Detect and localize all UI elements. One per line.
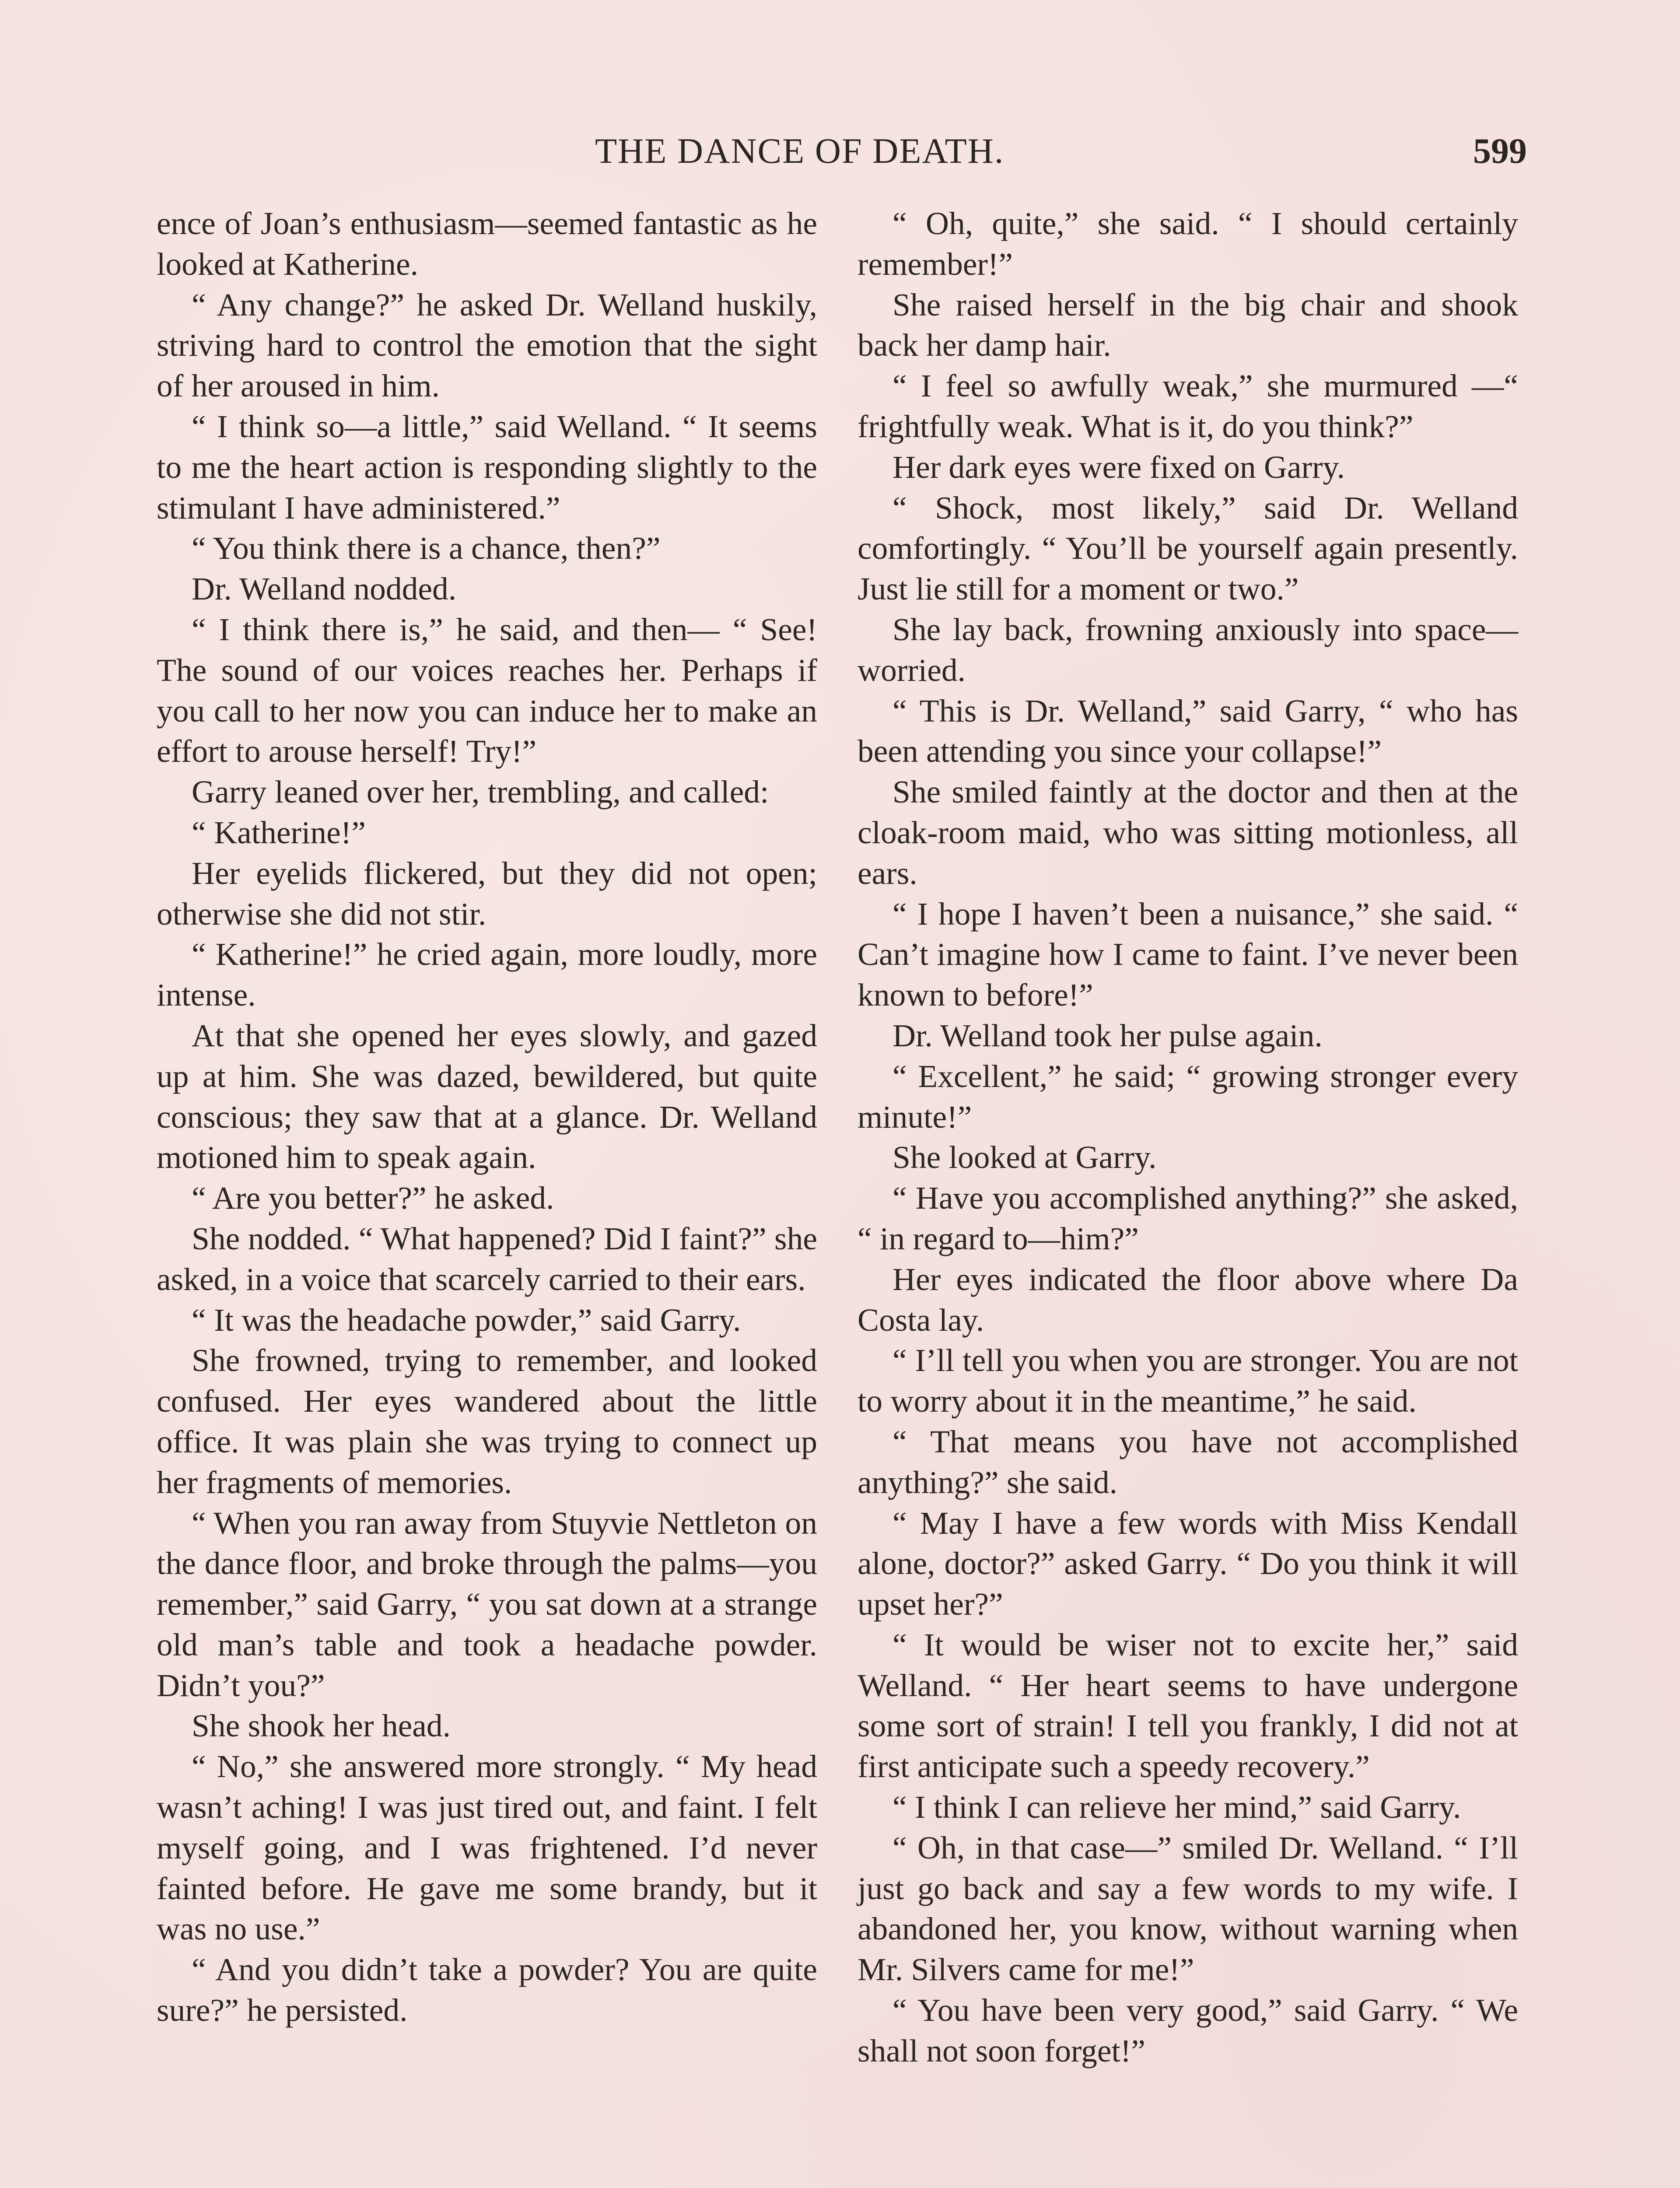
paragraph: Dr. Welland nodded. (192, 571, 457, 607)
paragraph: “ It would be wiser not to excite her,” said Welland. “ Her heart seems to have undergone some sort of strain! I tell you frankly, I did not at first anticipate such a speedy recovery.” (858, 1627, 1518, 1785)
paragraph: “ And you didn’t take a powder? You are quite sure?” he persisted. (157, 1952, 817, 2028)
right-column (858, 203, 1518, 2072)
paragraph: “ Oh, quite,” she said. “ I should certainly remember!” (858, 206, 1518, 282)
page-number: 599 (1473, 131, 1527, 171)
paragraph: ence of Joan’s enthusiasm—seemed fantastic as he looked at Katherine. (157, 206, 817, 282)
paragraph: She nodded. “ What happened? Did I faint?” she asked, in a voice that scarcely carried to their ears. (157, 1220, 817, 1297)
left-column (157, 203, 817, 2031)
running-header (158, 125, 1527, 177)
paragraph: Dr. Welland took her pulse again. (892, 1017, 1323, 1053)
paragraph: “ It was the headache powder,” said Garry. (192, 1302, 741, 1338)
paragraph: She lay back, frowning anxiously into space—worried. (858, 611, 1518, 688)
paragraph: She shook her head. (192, 1708, 451, 1744)
paragraph: Her eyes indicated the floor above where Da Costa lay. (858, 1261, 1518, 1338)
paragraph: “ Any change?” he asked Dr. Welland huskily, striving hard to control the emotion that the sight of her aroused in him. (157, 287, 817, 404)
paragraph: “ You think there is a chance, then?” (192, 530, 661, 566)
paragraph: “ Katherine!” he cried again, more loudly, more intense. (157, 936, 817, 1013)
paragraph: “ You have been very good,” said Garry. “ We shall not soon forget!” (858, 1992, 1518, 2069)
paragraph: “ Excellent,” he said; “ growing stronger every minute!” (858, 1058, 1518, 1135)
paragraph: “ I’ll tell you when you are stronger. You are not to worry about it in the meantime,” he said. (858, 1343, 1518, 1419)
paragraph: “ When you ran away from Stuyvie Nettleton on the dance floor, and broke through the palms—you remember,” said Garry, “ you sat down at a strange old man’s table and took a headache powder. Didn’t you?” (157, 1505, 817, 1703)
running-title: THE DANCE OF DEATH. (595, 131, 1004, 171)
paragraph: “ I think there is,” he said, and then— “ See! The sound of our voices reaches her. Perhaps if you call to her now you can induce her to make an effort to arouse herself! Try!” (157, 611, 817, 769)
paragraph: Her dark eyes were fixed on Garry. (892, 449, 1345, 485)
paragraph: “ I hope I haven’t been a nuisance,” she said. “ Can’t imagine how I came to faint. I’ve never been known to before!” (858, 896, 1518, 1013)
paragraph: “ Katherine!” (192, 814, 366, 850)
paragraph: At that she opened her eyes slowly, and gazed up at him. She was dazed, bewildered, but quite conscious; they saw that at a glance. Dr. Welland motioned him to speak again. (157, 1017, 817, 1175)
paragraph: She smiled faintly at the doctor and then at the cloak-room maid, who was sitting motionless, all ears. (858, 774, 1518, 891)
paragraph: Her eyelids flickered, but they did not open; otherwise she did not stir. (157, 855, 817, 932)
paragraph: “ Oh, in that case—” smiled Dr. Welland. “ I’ll just go back and say a few words to my wife. I abandoned her, you know, without warning when Mr. Silvers came for me!” (858, 1830, 1518, 1988)
paragraph: “ Shock, most likely,” said Dr. Welland comfortingly. “ You’ll be yourself again presently. Just lie still for a moment or two.” (858, 490, 1518, 607)
paragraph: “ I think I can relieve her mind,” said Garry. (892, 1789, 1461, 1825)
paragraph: “ Have you accomplished anything?” she asked, “ in regard to—him?” (858, 1180, 1518, 1256)
paragraph: “ I think so—a little,” said Welland. “ It seems to me the heart action is responding slightly to the stimulant I have administered.” (157, 408, 817, 526)
paragraph: She looked at Garry. (892, 1140, 1157, 1175)
paragraph: “ No,” she answered more strongly. “ My head wasn’t aching! I was just tired out, and faint. I felt myself going, and I was frightened. I’d never fainted before. He gave me some brandy, but it was no use.” (157, 1749, 817, 1947)
paragraph: She frowned, trying to remember, and looked confused. Her eyes wandered about the little office. It was plain she was trying to connect up her fragments of memories. (157, 1343, 817, 1500)
paragraph: Garry leaned over her, trembling, and called: (192, 774, 769, 810)
paragraph: “ May I have a few words with Miss Kendall alone, doctor?” asked Garry. “ Do you think it will upset her?” (858, 1505, 1518, 1622)
paragraph: “ Are you better?” he asked. (192, 1180, 554, 1216)
paragraph: “ I feel so awfully weak,” she murmured —“ frightfully weak. What is it, do you think?” (858, 368, 1518, 444)
paragraph: “ That means you have not accomplished anything?” she said. (858, 1424, 1518, 1500)
paragraph: She raised herself in the big chair and shook back her damp hair. (858, 287, 1518, 363)
paragraph: “ This is Dr. Welland,” said Garry, “ who has been attending you since your collapse!” (858, 693, 1518, 769)
